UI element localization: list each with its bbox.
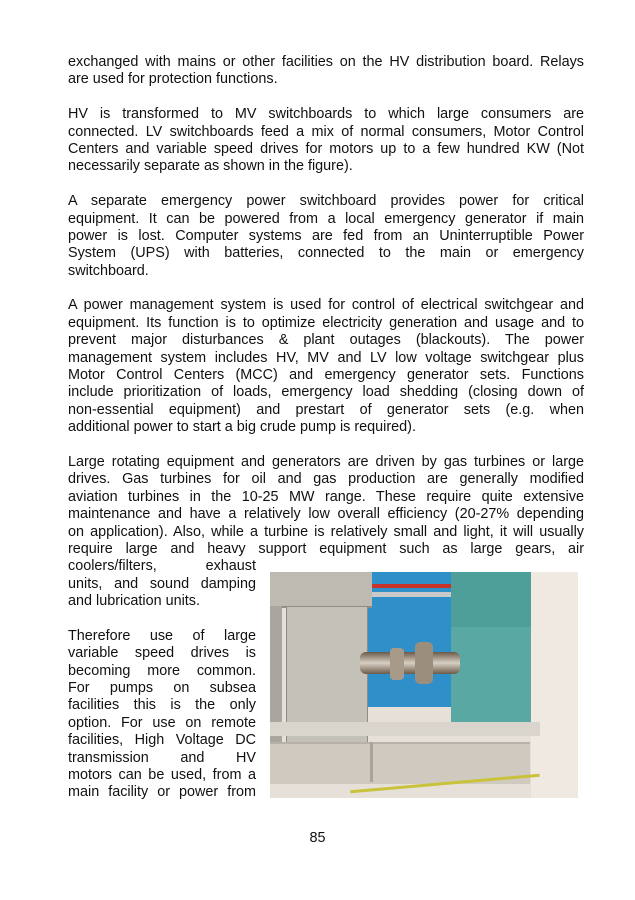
text-line: motors can be used, from a: [68, 767, 256, 784]
text-line: option. For use on remote: [68, 714, 256, 731]
text-line: variable speed drives is: [68, 645, 256, 662]
text-line: A power management system is used for control of electrical switchgear and: [68, 297, 584, 314]
text-line: non-essential equipment) and prestart of generator sets (e.g. when: [68, 401, 584, 418]
text-line: transmission and HV: [68, 749, 256, 766]
paragraph-gap: [68, 89, 584, 106]
text-line: switchboard.: [68, 262, 149, 279]
paragraph: [68, 106, 584, 176]
text-line: are used for protection functions.: [68, 71, 278, 88]
text-line: facilities, High Voltage DC: [68, 732, 256, 749]
text-line: on application). Also, while a turbine is relatively small and light, it will usually: [68, 523, 584, 540]
text-line: management system includes HV, MV and LV low voltage switchgear plus: [68, 349, 584, 366]
text-line: prevent major disturbances & plant outages (blackouts). The power: [68, 332, 584, 349]
text-line: and lubrication units.: [68, 593, 200, 610]
text-line: drives. Gas turbines for oil and gas production are generally modified: [68, 471, 584, 488]
text-line: Motor Control Centers (MCC) and emergency generator sets. Functions: [68, 367, 584, 384]
page-number: 85: [309, 830, 326, 846]
motor-drive-photo: [270, 572, 578, 798]
text-line: Therefore use of large: [68, 627, 256, 644]
text-line: require large and heavy support equipment such as large gears, air: [68, 540, 584, 557]
text-line: necessarily separate as shown in the figure).: [68, 158, 353, 175]
text-line: Large rotating equipment and generators are driven by gas turbines or large: [68, 453, 584, 470]
text-line: exchanged with mains or other facilities on the HV distribution board. Relays: [68, 54, 584, 70]
text-line: aviation turbines in the 10-25 MW range. These require quite extensive: [68, 488, 584, 505]
text-line: connected. LV switchboards feed a mix of normal consumers, Motor Control: [68, 123, 584, 140]
text-line: facilities this is the only: [68, 697, 256, 714]
text-line: Centers and variable speed drives for motors up to a few hundred KW (Not: [68, 140, 584, 157]
paragraph-gap: [68, 176, 584, 193]
text-line: System (UPS) with batteries, connected to the main or emergency: [68, 245, 584, 262]
text-line: include prioritization of loads, emergency load shedding (closing down of: [68, 384, 584, 401]
text-line: power is lost. Computer systems are fed from an Uninterruptible Power: [68, 227, 584, 244]
text-line: A separate emergency power switchboard provides power for critical: [68, 193, 584, 210]
text-line: maintenance and have a relatively low overall efficiency (20-27% depending: [68, 506, 584, 523]
text-line: units, and sound damping: [68, 575, 256, 592]
text-line: equipment. It can be powered from a local emergency generator if main: [68, 210, 584, 227]
paragraph-gap: [68, 280, 584, 297]
text-line: For pumps on subsea: [68, 680, 256, 697]
paragraph: [68, 193, 584, 280]
text-line: coolers/filters, exhaust: [68, 558, 256, 575]
text-line: additional power to start a big crude pump is required).: [68, 419, 416, 436]
text-line: equipment. Its function is to optimize electricity generation and usage and to: [68, 314, 584, 331]
text-line: HV is transformed to MV switchboards to which large consumers are: [68, 106, 584, 123]
paragraph: [68, 297, 584, 436]
text-line: becoming more common.: [68, 662, 256, 679]
paragraph-gap: [68, 437, 584, 454]
text-line: main facility or power from: [68, 784, 256, 801]
paragraph: [68, 54, 584, 89]
